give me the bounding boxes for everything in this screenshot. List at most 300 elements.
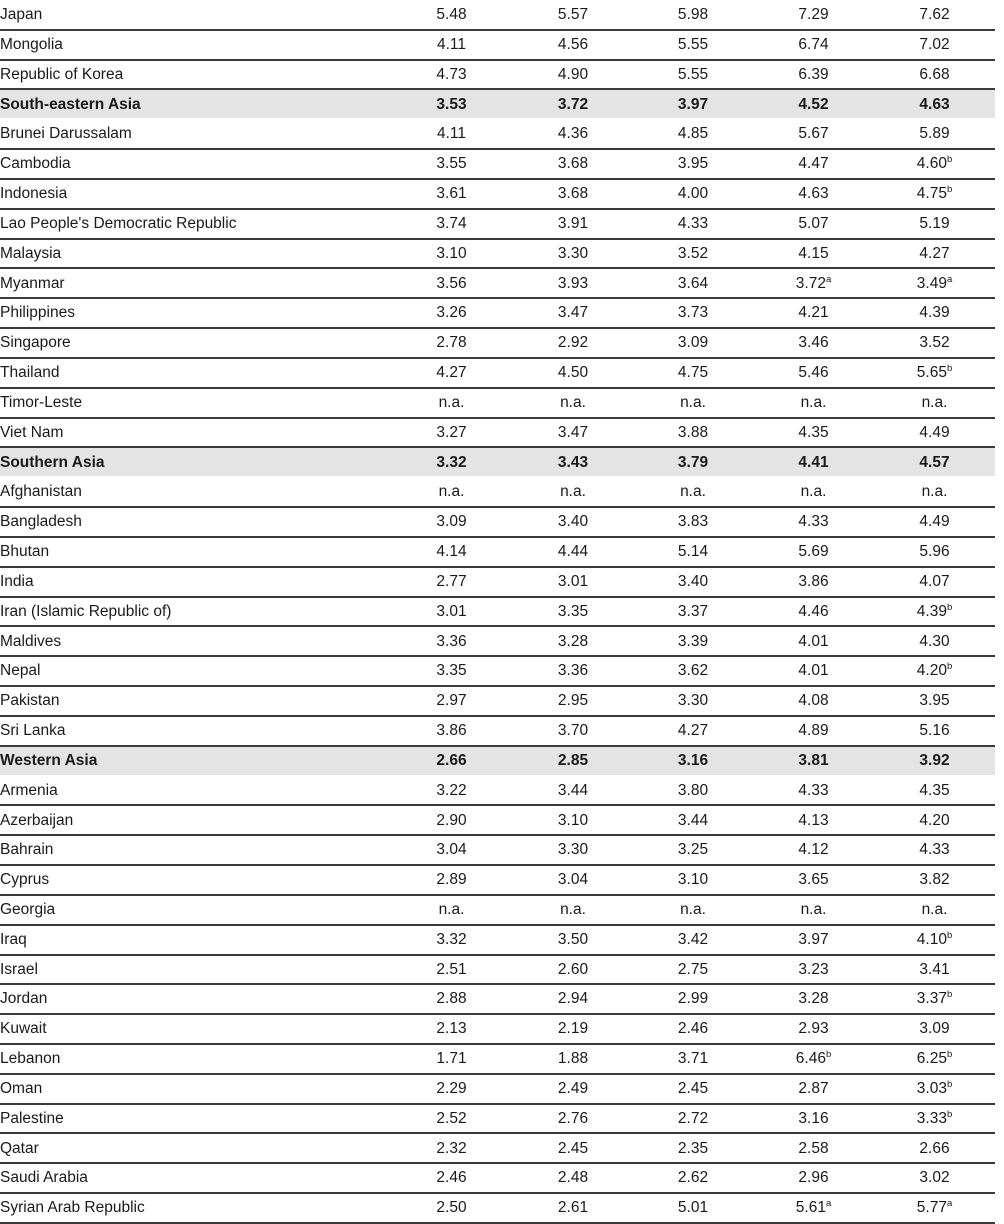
value-cell: 4.49 <box>874 418 995 448</box>
value-cell: 2.76 <box>513 1104 633 1134</box>
value-cell: 4.56 <box>513 30 633 60</box>
value-cell: 5.48 <box>390 0 513 30</box>
value-cell: 3.37$^b$ <box>874 984 995 1014</box>
value-cell: 2.48 <box>513 1163 633 1193</box>
value-cell: 3.61 <box>390 179 513 209</box>
region-name-cell: South-eastern Asia <box>0 89 390 119</box>
country-name-cell: Timor-Leste <box>0 388 390 418</box>
country-name-cell: Indonesia <box>0 179 390 209</box>
footnote-marker: b <box>946 1078 953 1090</box>
value-cell: 4.33 <box>874 835 995 865</box>
value-cell: n.a. <box>390 388 513 418</box>
footnote-marker: b <box>946 601 953 613</box>
table-row <box>0 298 995 328</box>
value-cell: 4.15 <box>753 239 874 269</box>
value-cell: 5.55 <box>633 30 753 60</box>
value-cell: 7.29 <box>753 0 874 30</box>
value-cell: 2.94 <box>513 984 633 1014</box>
value-cell: 3.50 <box>513 925 633 955</box>
country-name-cell: Georgia <box>0 895 390 925</box>
table-row <box>0 328 995 358</box>
table-row <box>0 358 995 388</box>
value-cell: 6.68 <box>874 60 995 90</box>
value-cell: 5.46 <box>753 358 874 388</box>
value-cell: 4.00 <box>633 179 753 209</box>
value-cell: 5.16 <box>874 716 995 746</box>
table-row <box>0 776 995 806</box>
footnote-marker: b <box>946 1048 953 1060</box>
value-cell: 2.75 <box>633 955 753 985</box>
country-name-cell: Japan <box>0 0 390 30</box>
value-cell: 7.02 <box>874 30 995 60</box>
country-name-cell: Nepal <box>0 656 390 686</box>
table-row <box>0 239 995 269</box>
value-cell: 5.67 <box>753 119 874 149</box>
value-cell: 3.09 <box>633 328 753 358</box>
value-cell: n.a. <box>390 477 513 507</box>
value-cell: 3.49$^a$ <box>874 268 995 298</box>
footnote-marker: b <box>946 183 953 195</box>
table-row <box>0 268 995 298</box>
country-name-cell: Cyprus <box>0 865 390 895</box>
country-name-cell: Palestine <box>0 1104 390 1134</box>
value-cell: 3.47 <box>513 418 633 448</box>
table-row <box>0 805 995 835</box>
value-cell: 2.92 <box>513 328 633 358</box>
value-cell: 5.07 <box>753 209 874 239</box>
value-cell: n.a. <box>633 477 753 507</box>
value-cell: 5.96 <box>874 537 995 567</box>
value-cell: n.a. <box>513 477 633 507</box>
footnote-marker: b <box>946 1108 953 1120</box>
value-cell: 4.01 <box>753 656 874 686</box>
value-cell: 3.25 <box>633 835 753 865</box>
value-cell: 3.91 <box>513 209 633 239</box>
value-cell: 3.62 <box>633 656 753 686</box>
value-cell: 2.72 <box>633 1104 753 1134</box>
value-cell: 2.50 <box>390 1193 513 1223</box>
value-cell: 5.61$^a$ <box>753 1193 874 1223</box>
table-row <box>0 0 995 30</box>
value-cell: 3.37 <box>633 597 753 627</box>
table-row <box>0 984 995 1014</box>
country-name-cell: Cambodia <box>0 149 390 179</box>
value-cell: 3.72 <box>513 89 633 119</box>
value-cell: 4.39$^b$ <box>874 597 995 627</box>
value-cell: 4.07 <box>874 567 995 597</box>
value-cell: n.a. <box>390 895 513 925</box>
value-cell: 5.01 <box>633 1193 753 1223</box>
value-cell: 3.26 <box>390 298 513 328</box>
value-cell: 4.10$^b$ <box>874 925 995 955</box>
table-row <box>0 955 995 985</box>
table-row <box>0 477 995 507</box>
table-row <box>0 865 995 895</box>
value-cell: 3.72$^a$ <box>753 268 874 298</box>
country-name-cell: Thailand <box>0 358 390 388</box>
country-name-cell: Malaysia <box>0 239 390 269</box>
value-cell: 4.52 <box>753 89 874 119</box>
value-cell: 4.33 <box>633 209 753 239</box>
value-cell: 3.83 <box>633 507 753 537</box>
value-cell: 2.49 <box>513 1074 633 1104</box>
value-cell: 4.39 <box>874 298 995 328</box>
value-cell: 3.95 <box>633 149 753 179</box>
value-cell: 5.77$^a$ <box>874 1193 995 1223</box>
table-row <box>0 716 995 746</box>
value-cell: 4.63 <box>753 179 874 209</box>
value-cell: 5.57 <box>513 0 633 30</box>
value-cell: 4.27 <box>633 716 753 746</box>
value-cell: 3.79 <box>633 447 753 477</box>
value-cell: 1.71 <box>390 1044 513 1074</box>
value-cell: 3.80 <box>633 776 753 806</box>
value-cell: 4.49 <box>874 507 995 537</box>
value-cell: 4.20$^b$ <box>874 656 995 686</box>
value-cell: 6.25$^b$ <box>874 1044 995 1074</box>
value-cell: 2.46 <box>390 1163 513 1193</box>
value-cell: 3.40 <box>513 507 633 537</box>
table-row <box>0 1014 995 1044</box>
value-cell: 4.73 <box>390 60 513 90</box>
value-cell: 2.93 <box>753 1014 874 1044</box>
value-cell: 3.35 <box>390 656 513 686</box>
value-cell: 2.89 <box>390 865 513 895</box>
value-cell: 4.12 <box>753 835 874 865</box>
value-cell: 2.29 <box>390 1074 513 1104</box>
value-cell: 3.95 <box>874 686 995 716</box>
country-name-cell: Pakistan <box>0 686 390 716</box>
table-row <box>0 597 995 627</box>
value-cell: 2.45 <box>633 1074 753 1104</box>
value-cell: 3.65 <box>753 865 874 895</box>
value-cell: 4.35 <box>753 418 874 448</box>
value-cell: 2.95 <box>513 686 633 716</box>
value-cell: 3.27 <box>390 418 513 448</box>
table-row <box>0 1163 995 1193</box>
footnote-marker: b <box>946 989 953 1001</box>
value-cell: 2.85 <box>513 746 633 776</box>
table-row-region-group <box>0 746 995 776</box>
value-cell: 3.28 <box>753 984 874 1014</box>
country-name-cell: Saudi Arabia <box>0 1163 390 1193</box>
value-cell: 4.13 <box>753 805 874 835</box>
value-cell: 2.87 <box>753 1074 874 1104</box>
value-cell: 4.47 <box>753 149 874 179</box>
value-cell: n.a. <box>753 477 874 507</box>
value-cell: 5.19 <box>874 209 995 239</box>
table-row <box>0 149 995 179</box>
value-cell: 5.55 <box>633 60 753 90</box>
value-cell: 5.69 <box>753 537 874 567</box>
country-name-cell: Qatar <box>0 1133 390 1163</box>
value-cell: n.a. <box>513 388 633 418</box>
value-cell: 3.82 <box>874 865 995 895</box>
value-cell: 2.46 <box>633 1014 753 1044</box>
table-row <box>0 209 995 239</box>
country-name-cell: Afghanistan <box>0 477 390 507</box>
value-cell: 3.97 <box>753 925 874 955</box>
value-cell: 4.85 <box>633 119 753 149</box>
table-row <box>0 567 995 597</box>
country-name-cell: Armenia <box>0 776 390 806</box>
footnote-marker: b <box>946 362 953 374</box>
table-row <box>0 1193 995 1223</box>
value-cell: 3.01 <box>390 597 513 627</box>
table-row <box>0 1074 995 1104</box>
value-cell: 3.09 <box>390 507 513 537</box>
value-cell: 4.20 <box>874 805 995 835</box>
value-cell: 3.30 <box>633 686 753 716</box>
table-row <box>0 1104 995 1134</box>
value-cell: 3.10 <box>513 805 633 835</box>
value-cell: 4.21 <box>753 298 874 328</box>
value-cell: 4.27 <box>874 239 995 269</box>
value-cell: 4.46 <box>753 597 874 627</box>
value-cell: 4.57 <box>874 447 995 477</box>
footnote-marker: b <box>946 929 953 941</box>
value-cell: 3.33$^b$ <box>874 1104 995 1134</box>
country-name-cell: Iraq <box>0 925 390 955</box>
footnote-marker: a <box>946 1198 953 1210</box>
value-cell: 5.14 <box>633 537 753 567</box>
table-row <box>0 30 995 60</box>
table-row <box>0 1044 995 1074</box>
value-cell: 3.86 <box>753 567 874 597</box>
value-cell: 3.53 <box>390 89 513 119</box>
value-cell: 2.88 <box>390 984 513 1014</box>
value-cell: 4.89 <box>753 716 874 746</box>
value-cell: 4.75$^b$ <box>874 179 995 209</box>
value-cell: 3.47 <box>513 298 633 328</box>
table-row <box>0 418 995 448</box>
value-cell: 3.32 <box>390 925 513 955</box>
value-cell: 2.77 <box>390 567 513 597</box>
table-row-region-group <box>0 447 995 477</box>
value-cell: 3.97 <box>633 89 753 119</box>
table-row <box>0 656 995 686</box>
country-name-cell: Bangladesh <box>0 507 390 537</box>
country-name-cell: Bhutan <box>0 537 390 567</box>
value-cell: 3.52 <box>874 328 995 358</box>
value-cell: 2.51 <box>390 955 513 985</box>
country-name-cell: Azerbaijan <box>0 805 390 835</box>
country-name-cell: Kuwait <box>0 1014 390 1044</box>
value-cell: n.a. <box>633 388 753 418</box>
value-cell: 3.86 <box>390 716 513 746</box>
value-cell: n.a. <box>513 895 633 925</box>
value-cell: 3.56 <box>390 268 513 298</box>
value-cell: 3.04 <box>390 835 513 865</box>
value-cell: 3.46 <box>753 328 874 358</box>
value-cell: 3.03$^b$ <box>874 1074 995 1104</box>
value-cell: 4.27 <box>390 358 513 388</box>
value-cell: 3.52 <box>633 239 753 269</box>
value-cell: 4.33 <box>753 507 874 537</box>
value-cell: 3.43 <box>513 447 633 477</box>
table-row <box>0 925 995 955</box>
value-cell: 3.73 <box>633 298 753 328</box>
country-name-cell: Lao People's Democratic Republic <box>0 209 390 239</box>
table-row <box>0 388 995 418</box>
value-cell: 3.88 <box>633 418 753 448</box>
value-cell: 4.01 <box>753 626 874 656</box>
table-row <box>0 537 995 567</box>
value-cell: 2.35 <box>633 1133 753 1163</box>
footnote-marker: b <box>946 154 953 166</box>
value-cell: 3.44 <box>633 805 753 835</box>
footnote-marker: a <box>825 1198 832 1210</box>
value-cell: 3.39 <box>633 626 753 656</box>
value-cell: 2.58 <box>753 1133 874 1163</box>
value-cell: 3.01 <box>513 567 633 597</box>
value-cell: 3.32 <box>390 447 513 477</box>
value-cell: 2.19 <box>513 1014 633 1044</box>
country-name-cell: Singapore <box>0 328 390 358</box>
value-cell: n.a. <box>874 477 995 507</box>
value-cell: 3.10 <box>633 865 753 895</box>
country-name-cell: Iran (Islamic Republic of) <box>0 597 390 627</box>
value-cell: 5.65$^b$ <box>874 358 995 388</box>
value-cell: 4.60$^b$ <box>874 149 995 179</box>
country-name-cell: Myanmar <box>0 268 390 298</box>
country-name-cell: Lebanon <box>0 1044 390 1074</box>
value-cell: 3.42 <box>633 925 753 955</box>
value-cell: 4.50 <box>513 358 633 388</box>
table-row <box>0 626 995 656</box>
value-cell: 3.09 <box>874 1014 995 1044</box>
value-cell: 3.93 <box>513 268 633 298</box>
value-cell: 3.04 <box>513 865 633 895</box>
value-cell: 5.98 <box>633 0 753 30</box>
table-row <box>0 179 995 209</box>
value-cell: 4.44 <box>513 537 633 567</box>
value-cell: 3.36 <box>513 656 633 686</box>
value-cell: 3.71 <box>633 1044 753 1074</box>
value-cell: 6.46$^b$ <box>753 1044 874 1074</box>
country-name-cell: Sri Lanka <box>0 716 390 746</box>
table-row-region-group <box>0 89 995 119</box>
value-cell: 3.92 <box>874 746 995 776</box>
value-cell: 2.13 <box>390 1014 513 1044</box>
footnote-marker: b <box>946 661 953 673</box>
value-cell: 3.10 <box>390 239 513 269</box>
value-cell: 3.44 <box>513 776 633 806</box>
value-cell: 3.64 <box>633 268 753 298</box>
value-cell: 3.55 <box>390 149 513 179</box>
value-cell: 3.16 <box>633 746 753 776</box>
value-cell: 6.39 <box>753 60 874 90</box>
value-cell: 3.30 <box>513 835 633 865</box>
value-cell: 6.74 <box>753 30 874 60</box>
value-cell: 3.36 <box>390 626 513 656</box>
value-cell: 3.68 <box>513 179 633 209</box>
value-cell: n.a. <box>874 895 995 925</box>
value-cell: 3.02 <box>874 1163 995 1193</box>
value-cell: 4.30 <box>874 626 995 656</box>
value-cell: 4.14 <box>390 537 513 567</box>
table-row <box>0 507 995 537</box>
country-name-cell: Israel <box>0 955 390 985</box>
region-name-cell: Southern Asia <box>0 447 390 477</box>
value-cell: n.a. <box>753 895 874 925</box>
value-cell: 2.60 <box>513 955 633 985</box>
value-cell: 4.41 <box>753 447 874 477</box>
value-cell: 2.97 <box>390 686 513 716</box>
country-name-cell: India <box>0 567 390 597</box>
value-cell: 3.30 <box>513 239 633 269</box>
country-name-cell: Mongolia <box>0 30 390 60</box>
country-name-cell: Jordan <box>0 984 390 1014</box>
value-cell: 4.33 <box>753 776 874 806</box>
value-cell: 4.08 <box>753 686 874 716</box>
table-row <box>0 60 995 90</box>
value-cell: 4.36 <box>513 119 633 149</box>
value-cell: 3.35 <box>513 597 633 627</box>
value-cell: 2.96 <box>753 1163 874 1193</box>
country-name-cell: Philippines <box>0 298 390 328</box>
value-cell: 4.75 <box>633 358 753 388</box>
country-name-cell: Syrian Arab Republic <box>0 1193 390 1223</box>
value-cell: 2.52 <box>390 1104 513 1134</box>
value-cell: 2.90 <box>390 805 513 835</box>
value-cell: n.a. <box>633 895 753 925</box>
value-cell: 3.23 <box>753 955 874 985</box>
country-name-cell: Brunei Darussalam <box>0 119 390 149</box>
value-cell: 4.90 <box>513 60 633 90</box>
table-row <box>0 119 995 149</box>
value-cell: 4.11 <box>390 30 513 60</box>
value-cell: 3.70 <box>513 716 633 746</box>
value-cell: 5.89 <box>874 119 995 149</box>
footnote-marker: a <box>825 273 832 285</box>
value-cell: 2.62 <box>633 1163 753 1193</box>
country-name-cell: Republic of Korea <box>0 60 390 90</box>
table-row <box>0 835 995 865</box>
value-cell: 2.45 <box>513 1133 633 1163</box>
value-cell: 2.66 <box>874 1133 995 1163</box>
footnote-marker: a <box>946 273 953 285</box>
country-name-cell: Bahrain <box>0 835 390 865</box>
region-name-cell: Western Asia <box>0 746 390 776</box>
value-cell: 3.40 <box>633 567 753 597</box>
value-cell: 2.78 <box>390 328 513 358</box>
table-row <box>0 686 995 716</box>
value-cell: 2.99 <box>633 984 753 1014</box>
value-cell: 3.68 <box>513 149 633 179</box>
value-cell: 7.62 <box>874 0 995 30</box>
value-cell: 2.32 <box>390 1133 513 1163</box>
value-cell: 4.35 <box>874 776 995 806</box>
value-cell: 3.41 <box>874 955 995 985</box>
country-name-cell: Viet Nam <box>0 418 390 448</box>
value-cell: 4.11 <box>390 119 513 149</box>
country-name-cell: Maldives <box>0 626 390 656</box>
value-cell: 4.63 <box>874 89 995 119</box>
value-cell: 1.88 <box>513 1044 633 1074</box>
value-cell: 3.16 <box>753 1104 874 1134</box>
value-cell: 2.61 <box>513 1193 633 1223</box>
country-name-cell: Oman <box>0 1074 390 1104</box>
table-row <box>0 1133 995 1163</box>
value-cell: n.a. <box>874 388 995 418</box>
value-cell: 3.74 <box>390 209 513 239</box>
footnote-marker: b <box>825 1048 832 1060</box>
table-row <box>0 895 995 925</box>
value-cell: n.a. <box>753 388 874 418</box>
value-cell: 3.28 <box>513 626 633 656</box>
value-cell: 3.81 <box>753 746 874 776</box>
